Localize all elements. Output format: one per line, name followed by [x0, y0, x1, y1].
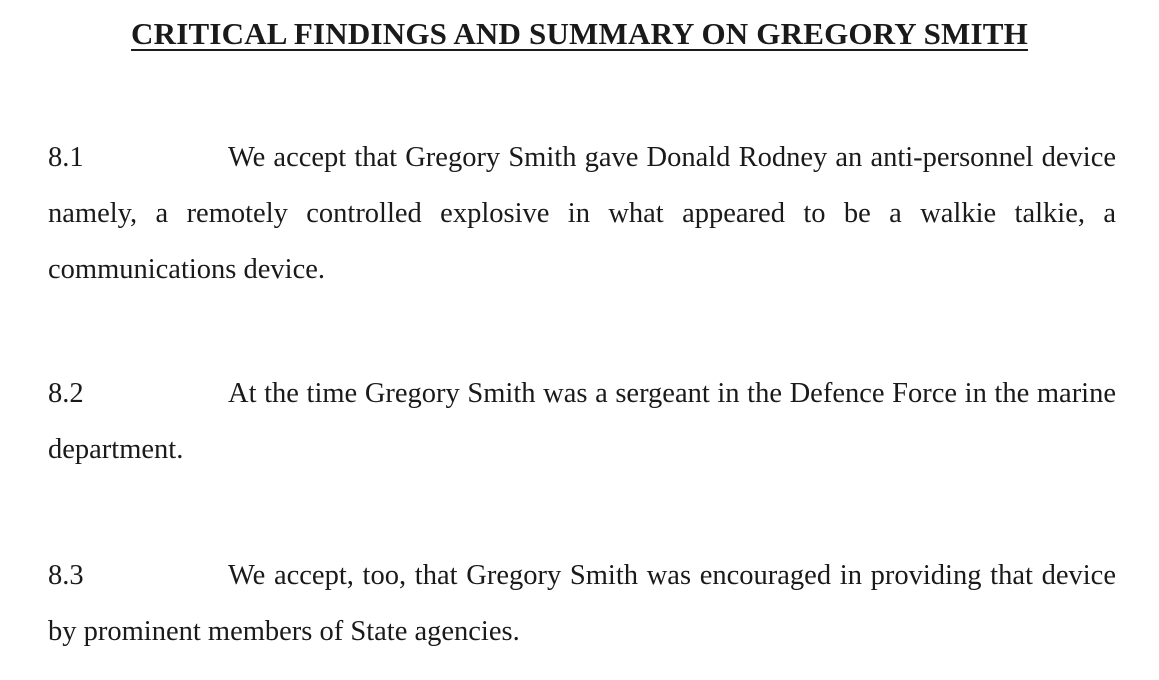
paragraph-text: We accept, too, that Gregory Smith was encouraged in providing that device by prominent members of State agencies.	[48, 560, 1116, 647]
paragraph-text: At the time Gregory Smith was a sergeant in the Defence Force in the marine department.	[48, 378, 1116, 465]
paragraph-8-2	[48, 366, 1116, 478]
paragraph-number: 8.3	[48, 560, 84, 591]
paragraph-number: 8.1	[48, 142, 84, 173]
paragraph-8-1	[48, 130, 1116, 298]
paragraph-text: We accept that Gregory Smith gave Donald Rodney an anti-personnel device namely, a remotely controlled explosive in what appeared to be a walkie talkie, a communications device.	[48, 142, 1116, 285]
page-title: CRITICAL FINDINGS AND SUMMARY ON GREGORY SMITH	[131, 16, 1028, 51]
paragraph-8-3	[48, 548, 1116, 660]
paragraph-number: 8.2	[48, 378, 84, 409]
